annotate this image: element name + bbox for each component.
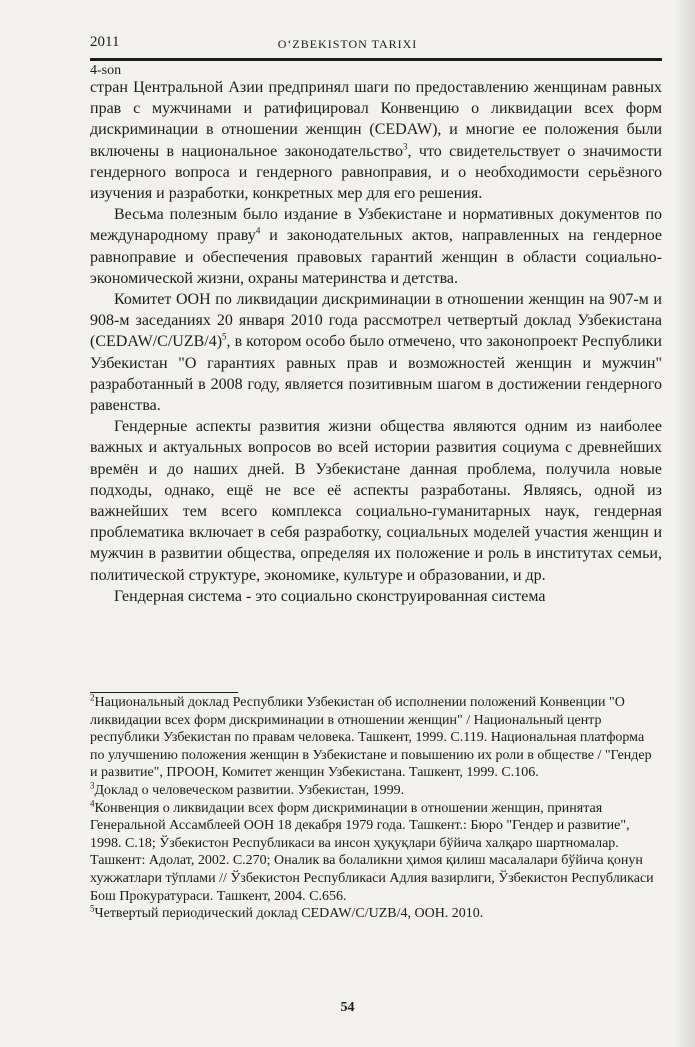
footnote-2: $^2$Национальный доклад Республики Узбекистан об исполнении положений Конвенции "О ликвидации всех форм дискриминации в отношении женщин" / Национальный центр республики Узбекистан по правам человека. Ташкент, 1999. С.119. Национальная платформа по улучшению положения женщин в Узбекистане и повышению их роли в обществе / "Гендер и развитие", ПРООН, Комитет женщин Узбекистана. Ташкент, 1999. С.106. [90,692,652,781]
footnote-mark: 2 [90,692,95,703]
footnote-ref-3[interactable]: 3 [402,141,408,152]
paragraph-1: стран Центральной Азии предпринял шаги по предоставлению женщинам равных прав с мужчинами и ратифицировал Конвенцию о ликвидации всех форм дискриминации в отношении женщин (CEDAW), и многие ее положения были включены в национальное законодательство$^3$, что свидетельствует о значимости гендерного вопроса и гендерного равноправия, и о необходимости серьёзного изучения и разработки, конкретных мер для его решения. [90,79,662,203]
footnote-mark: 5 [90,903,95,914]
footnote-3: $^3$Доклад о человеческом развитии. Узбекистан, 1999. [90,780,405,798]
header-year: 2011 [90,34,120,50]
footnote-ref-5[interactable]: 5 [222,332,227,343]
paragraph-3: Комитет ООН по ликвидации дискриминации в отношении женщин на 907-м и 908-м заседаниях 20 января 2010 года рассмотрел четвертый доклад Узбекистана (CEDAW/C/UZB/4)$^5$, в котором особо было отмечено, что законопроект Республики Узбекистан "О гарантиях равных прав и возможностей женщин и мужчин" разработанный в 2008 году, является позитивным шагом в достижении гендерного равенства. [90,291,662,415]
paragraph-5: Гендерная система - это социально сконструированная система [114,587,546,605]
footnote-4: $^4$Конвенция о ликвидации всех форм дискриминации в отношении женщин, принятая Генеральной Ассамблеей ООН 18 декабря 1979 года. Ташкент.: Бюро "Гендер и развитие", 1998. С.18; Ўзбекистон Республикаси ва инсон ҳуқуқлари бўйича халқаро шартномалар. Ташкент: Адолат, 2002. С.270; Оналик ва болаликни ҳимоя қилиш масалалари бўйича қонун хужжатлари тўплами // Ўзбекистон Республикаси Адлия вазирлиги, Ўзбекистон Республикаси Бош Прокуратураси. Ташкент, 2004. С.656. [90,797,654,904]
footnote-separator [90,692,238,693]
page-number: 54 [340,1000,355,1015]
paragraph-4: Гендерные аспекты развития жизни общества являются одним из наиболее важных и актуальных вопросов во всей истории развития социума с древнейших времён и до наших дней. В Узбекистане данная проблема, получила новые подходы, однако, ещё не все её аспекты разработаны. Являясь, одной из важнейших тем всего комплекса социально-гуманитарных наук, гендерная проблематика включает в себя разработку, социальных моделей участия женщин и мужчин в развитии общества, определяя их положение и роль в институтах семьи, политической структуре, экономике, культуре и образовании, и др. [90,418,662,584]
article-body [90,77,662,607]
footnote-ref-4[interactable]: 4 [255,226,261,237]
scan-shadow [675,0,695,1047]
journal-title: O‘ZBEKISTON TARIXI [277,37,418,51]
footnote-mark: 4 [90,797,95,808]
footnotes [90,694,662,923]
header-rule [90,58,662,61]
footnote-5: $^5$Четвертый периодический доклад CEDAW/C/UZB/4, ООН. 2010. [90,903,484,922]
paragraph-2: Весьма полезным было издание в Узбекистане и нормативных документов по международному праву$^4$ и законодательных актов, направленных на гендерное равноправие и обеспечения правовых гарантий женщин в области социально-экономической жизни, охраны материнства и детства. [90,206,662,287]
footnote-mark: 3 [90,780,95,791]
issue-number: 4-son [90,63,122,78]
